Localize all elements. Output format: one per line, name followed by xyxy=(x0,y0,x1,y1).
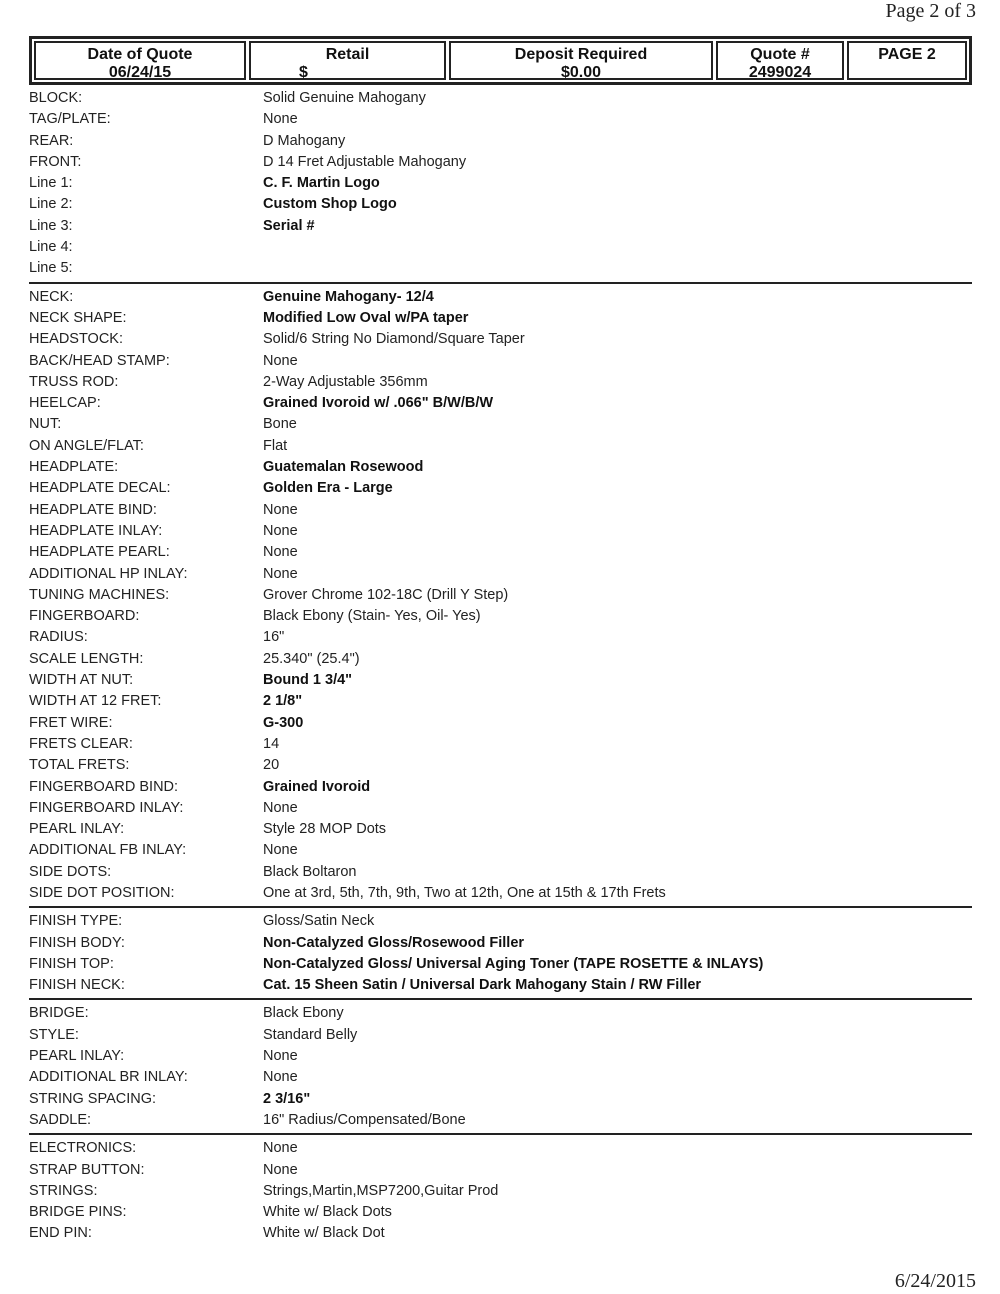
spec-row xyxy=(29,1046,972,1067)
spec-row xyxy=(29,237,972,258)
spec-value: Golden Era - Large xyxy=(263,480,393,497)
quote-number-value: 2499024 xyxy=(748,64,812,81)
spec-value: None xyxy=(263,522,298,539)
spec-label: FINGERBOARD BIND: xyxy=(29,778,179,795)
spec-label: BLOCK: xyxy=(29,90,83,106)
spec-list xyxy=(29,88,972,1245)
spec-row xyxy=(29,798,972,819)
spec-label: HEADPLATE: xyxy=(29,459,119,476)
spec-row xyxy=(29,1181,972,1202)
spec-label: STRINGS: xyxy=(29,1182,98,1199)
section-divider xyxy=(29,906,972,908)
spec-label: TRUSS ROD: xyxy=(29,373,119,390)
footer-date: 6/24/2015 xyxy=(894,1270,976,1292)
spec-label: Line 1: xyxy=(29,175,73,192)
spec-row xyxy=(29,351,972,372)
spec-value: None xyxy=(263,352,298,369)
spec-row xyxy=(29,457,972,478)
spec-label: FRETS CLEAR: xyxy=(29,735,133,752)
spec-value: None xyxy=(263,1048,298,1065)
spec-label: Line 2: xyxy=(29,196,73,213)
spec-label: REAR: xyxy=(29,132,74,149)
spec-value: None xyxy=(263,1069,298,1086)
page-indicator: Page 2 of 3 xyxy=(885,0,976,22)
spec-row xyxy=(29,862,972,883)
spec-label: FINISH TOP: xyxy=(29,955,114,972)
spec-row xyxy=(29,500,972,521)
spec-value: 2 1/8" xyxy=(263,693,303,710)
spec-value: Genuine Mahogany- 12/4 xyxy=(263,288,434,305)
spec-value: 16" Radius/Compensated/Bone xyxy=(263,1111,466,1128)
spec-value: None xyxy=(263,842,298,859)
spec-row xyxy=(29,1138,972,1159)
spec-row xyxy=(29,1110,972,1131)
spec-value: C. F. Martin Logo xyxy=(263,175,380,192)
spec-value: 16" xyxy=(263,629,285,646)
spec-row xyxy=(29,670,972,691)
retail-label: Retail xyxy=(325,46,370,63)
spec-row xyxy=(29,975,972,996)
spec-value: Custom Shop Logo xyxy=(263,196,397,213)
spec-row xyxy=(29,840,972,861)
spec-label: NECK: xyxy=(29,288,74,305)
deposit-label: Deposit Required xyxy=(514,46,648,63)
page-label: PAGE 2 xyxy=(878,46,936,63)
spec-row xyxy=(29,564,972,585)
spec-value: None xyxy=(263,799,298,816)
quote-number-cell xyxy=(716,41,844,80)
spec-row xyxy=(29,308,972,329)
spec-value: Strings,Martin,MSP7200,Guitar Prod xyxy=(263,1182,499,1199)
spec-value: Grained Ivoroid w/ .066" B/W/B/W xyxy=(263,395,494,412)
spec-value: Solid Genuine Mahogany xyxy=(263,90,426,106)
spec-label: FINGERBOARD INLAY: xyxy=(29,799,184,816)
spec-label: ADDITIONAL FB INLAY: xyxy=(29,842,187,859)
spec-row xyxy=(29,883,972,904)
spec-label: RADIUS: xyxy=(29,629,88,646)
spec-value: None xyxy=(263,501,298,518)
spec-label: FRONT: xyxy=(29,153,82,170)
spec-value: Flat xyxy=(263,437,288,454)
spec-row xyxy=(29,436,972,457)
spec-row xyxy=(29,109,972,130)
spec-row xyxy=(29,216,972,237)
spec-row xyxy=(29,1067,972,1088)
spec-row xyxy=(29,372,972,393)
spec-label: PEARL INLAY: xyxy=(29,821,125,838)
spec-row xyxy=(29,542,972,563)
retail-cell xyxy=(249,41,446,80)
spec-label: FINGERBOARD: xyxy=(29,608,140,625)
spec-value: Style 28 MOP Dots xyxy=(263,821,387,838)
page-label-cell xyxy=(847,41,967,80)
spec-value: Gloss/Satin Neck xyxy=(263,913,375,930)
retail-value: $ xyxy=(299,64,308,81)
spec-value: None xyxy=(263,1140,298,1157)
spec-label: HEADPLATE BIND: xyxy=(29,501,157,518)
spec-row xyxy=(29,606,972,627)
spec-label: END PIN: xyxy=(29,1225,92,1242)
spec-row xyxy=(29,329,972,350)
spec-label: BRIDGE PINS: xyxy=(29,1204,127,1221)
section-divider xyxy=(29,998,972,1000)
spec-value: 25.340" (25.4") xyxy=(263,650,360,667)
spec-label: ON ANGLE/FLAT: xyxy=(29,437,144,454)
spec-row xyxy=(29,627,972,648)
spec-label: TOTAL FRETS: xyxy=(29,757,130,774)
spec-row xyxy=(29,173,972,194)
spec-row xyxy=(29,478,972,499)
spec-row xyxy=(29,1202,972,1223)
spec-label: Line 3: xyxy=(29,217,73,234)
date-of-quote-cell xyxy=(34,41,246,80)
spec-label: TAG/PLATE: xyxy=(29,111,111,128)
spec-label: PEARL INLAY: xyxy=(29,1048,125,1065)
spec-label: SADDLE: xyxy=(29,1111,92,1128)
spec-label: STRAP BUTTON: xyxy=(29,1161,145,1178)
spec-label: HEADSTOCK: xyxy=(29,331,124,348)
spec-label: FINISH TYPE: xyxy=(29,913,123,930)
spec-row xyxy=(29,1160,972,1181)
spec-label: SIDE DOT POSITION: xyxy=(29,884,175,901)
spec-value: G-300 xyxy=(263,714,304,731)
date-of-quote-value: 06/24/15 xyxy=(108,64,172,81)
spec-value: 2-Way Adjustable 356mm xyxy=(263,373,428,390)
spec-row xyxy=(29,734,972,755)
spec-label: BRIDGE: xyxy=(29,1005,89,1022)
spec-label: STRING SPACING: xyxy=(29,1090,157,1107)
quote-header-table xyxy=(29,36,972,85)
spec-value: 20 xyxy=(263,757,280,774)
spec-value: Grover Chrome 102-18C (Drill Y Step) xyxy=(263,586,509,603)
spec-label: ELECTRONICS: xyxy=(29,1140,137,1157)
spec-value: Cat. 15 Sheen Satin / Universal Dark Mahogany Stain / RW Filler xyxy=(263,977,702,994)
spec-value: Standard Belly xyxy=(263,1026,358,1043)
spec-label: SCALE LENGTH: xyxy=(29,650,144,667)
date-of-quote-label: Date of Quote xyxy=(87,46,193,63)
spec-row xyxy=(29,819,972,840)
spec-label: ADDITIONAL BR INLAY: xyxy=(29,1069,188,1086)
spec-value: 14 xyxy=(263,735,280,752)
spec-value: Non-Catalyzed Gloss/ Universal Aging Toner (TAPE ROSETTE & INLAYS) xyxy=(263,955,764,972)
spec-value: White w/ Black Dot xyxy=(263,1225,385,1242)
spec-row xyxy=(29,152,972,173)
spec-value: None xyxy=(263,544,298,561)
spec-value: Bone xyxy=(263,416,297,433)
spec-value: One at 3rd, 5th, 7th, 9th, Two at 12th, One at 15th & 17th Frets xyxy=(263,884,666,901)
spec-value: None xyxy=(263,1161,298,1178)
spec-value: None xyxy=(263,565,298,582)
spec-row xyxy=(29,691,972,712)
spec-value: Guatemalan Rosewood xyxy=(263,459,424,476)
section-divider xyxy=(29,1133,972,1135)
spec-label: SIDE DOTS: xyxy=(29,863,112,880)
spec-label: WIDTH AT 12 FRET: xyxy=(29,693,162,710)
spec-label: NUT: xyxy=(29,416,62,433)
spec-value: Serial # xyxy=(263,217,315,234)
spec-value: Bound 1 3/4" xyxy=(263,672,353,689)
section-divider xyxy=(29,282,972,284)
spec-label: FINISH NECK: xyxy=(29,977,125,994)
spec-label: FINISH BODY: xyxy=(29,934,125,951)
spec-label: HEADPLATE INLAY: xyxy=(29,522,163,539)
spec-value: Black Ebony xyxy=(263,1005,344,1022)
spec-row xyxy=(29,585,972,606)
spec-value: Black Ebony (Stain- Yes, Oil- Yes) xyxy=(263,608,481,625)
deposit-value: $0.00 xyxy=(560,64,602,81)
spec-label: TUNING MACHINES: xyxy=(29,586,170,603)
spec-label: HEADPLATE DECAL: xyxy=(29,480,171,497)
spec-value: D Mahogany xyxy=(263,132,346,149)
spec-value: Grained Ivoroid xyxy=(263,778,371,795)
spec-row xyxy=(29,1025,972,1046)
spec-row xyxy=(29,1003,972,1024)
spec-value: 2 3/16" xyxy=(263,1090,311,1107)
spec-label: STYLE: xyxy=(29,1026,79,1043)
spec-value: None xyxy=(263,111,298,128)
spec-row xyxy=(29,258,972,279)
spec-row xyxy=(29,713,972,734)
spec-row xyxy=(29,414,972,435)
spec-row xyxy=(29,1223,972,1244)
spec-row xyxy=(29,131,972,152)
spec-row xyxy=(29,933,972,954)
spec-label: HEELCAP: xyxy=(29,395,101,412)
spec-label: Line 5: xyxy=(29,260,73,277)
spec-label: BACK/HEAD STAMP: xyxy=(29,352,170,369)
spec-label: WIDTH AT NUT: xyxy=(29,672,134,689)
spec-row xyxy=(29,649,972,670)
spec-value: Non-Catalyzed Gloss/Rosewood Filler xyxy=(263,934,525,951)
quote-number-label: Quote # xyxy=(750,46,810,63)
spec-row xyxy=(29,777,972,798)
spec-row xyxy=(29,194,972,215)
spec-row xyxy=(29,911,972,932)
spec-value: White w/ Black Dots xyxy=(263,1204,392,1221)
spec-row xyxy=(29,954,972,975)
spec-value: Solid/6 String No Diamond/Square Taper xyxy=(263,331,525,348)
spec-row xyxy=(29,521,972,542)
spec-label: HEADPLATE PEARL: xyxy=(29,544,170,561)
spec-value: D 14 Fret Adjustable Mahogany xyxy=(263,153,467,170)
spec-value: Modified Low Oval w/PA taper xyxy=(263,309,469,326)
spec-label: NECK SHAPE: xyxy=(29,309,127,326)
spec-label: Line 4: xyxy=(29,239,73,256)
spec-label: ADDITIONAL HP INLAY: xyxy=(29,565,188,582)
deposit-cell xyxy=(449,41,713,80)
spec-row xyxy=(29,287,972,308)
spec-label: FRET WIRE: xyxy=(29,714,113,731)
spec-row xyxy=(29,88,972,109)
spec-row xyxy=(29,755,972,776)
spec-value: Black Boltaron xyxy=(263,863,357,880)
spec-row xyxy=(29,1089,972,1110)
spec-row xyxy=(29,393,972,414)
